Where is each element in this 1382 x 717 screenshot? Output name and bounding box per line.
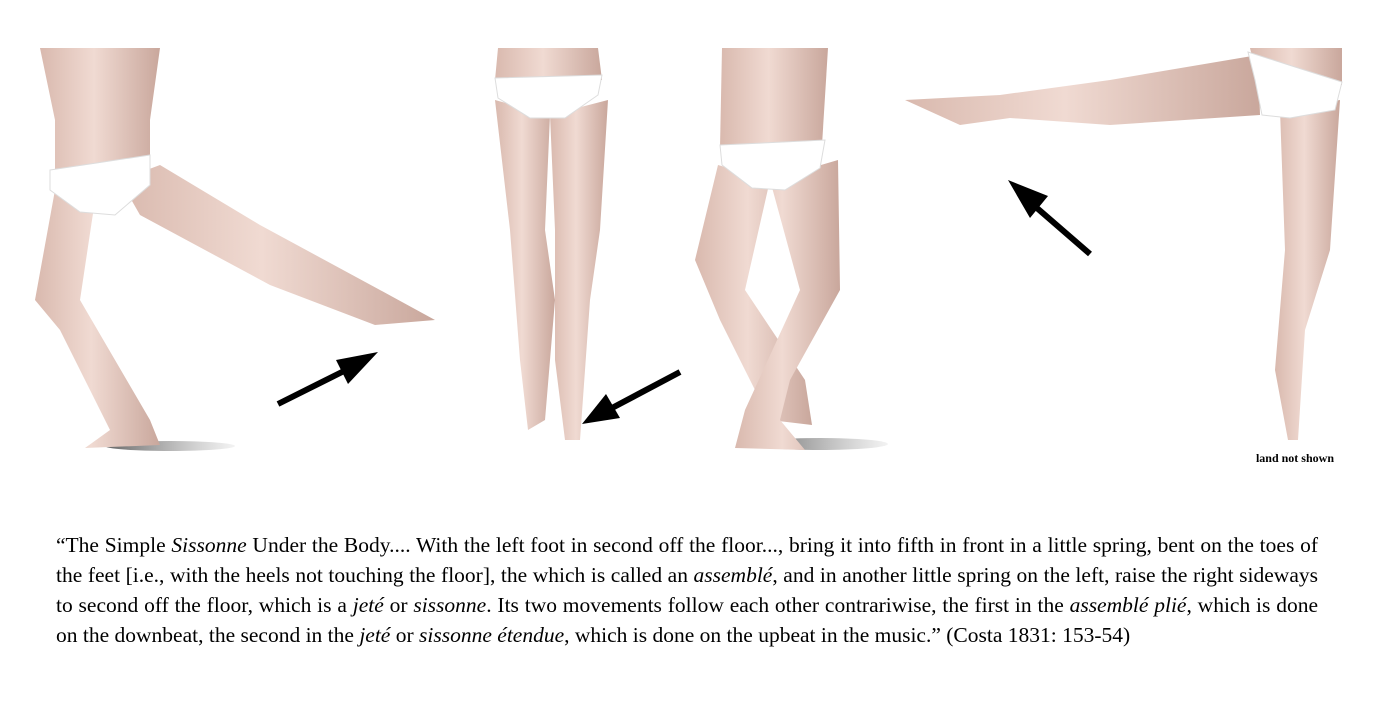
arrow-icon-1: [278, 352, 378, 404]
standing-leg-1: [35, 190, 160, 448]
raised-leg-4: [905, 55, 1260, 125]
costa-quote-paragraph: [56, 530, 1318, 650]
land-not-shown-caption: land not shown: [1255, 451, 1334, 465]
quote-italic-term: sissonne: [413, 592, 487, 617]
quote-text: , which is done on the downbeat, the second in the: [56, 592, 1318, 647]
standing-leg-4: [1275, 100, 1340, 440]
figure-3-fifth-position: [695, 48, 888, 450]
quote-text: Under the Body.... With the left foot in second off the floor..., bring it into fifth in front in a little spring, bent on the toes of the feet [i.e., with the heels not touching the floor], the which is called an: [56, 532, 1318, 587]
quote-italic-term: assemblé plié: [1069, 592, 1187, 617]
figure-4-leg-raised: [905, 48, 1342, 440]
figure-1-extended-leg: [35, 48, 435, 451]
quote-text: or: [390, 622, 420, 647]
arrow-icon-2: [582, 372, 680, 424]
quote-italic-term: jeté: [352, 592, 384, 617]
torso-3: [720, 48, 828, 148]
quote-italic-term: jeté: [359, 622, 391, 647]
extended-leg-1: [120, 165, 435, 325]
quote-text: , and in another little spring on the left, raise the right sideways to second off the floor, which is a: [56, 562, 1318, 617]
arrow-icon-3: [1008, 180, 1090, 254]
quote-text: , which is done on the upbeat in the music.” (Costa 1831: 153-54): [564, 622, 1131, 647]
quote-italic-term: sissonne étendue: [419, 622, 565, 647]
left-leg-2: [495, 100, 555, 430]
quote-italic-term: assemblé: [693, 562, 773, 587]
quote-text: . Its two movements follow each other contrariwise, the first in the: [486, 592, 1070, 617]
quote-text: or: [383, 592, 414, 617]
quote-text: “The Simple: [56, 532, 172, 557]
quote-italic-term: Sissonne: [171, 532, 247, 557]
right-leg-2: [550, 100, 608, 440]
figure-2-on-toes: [495, 48, 680, 440]
